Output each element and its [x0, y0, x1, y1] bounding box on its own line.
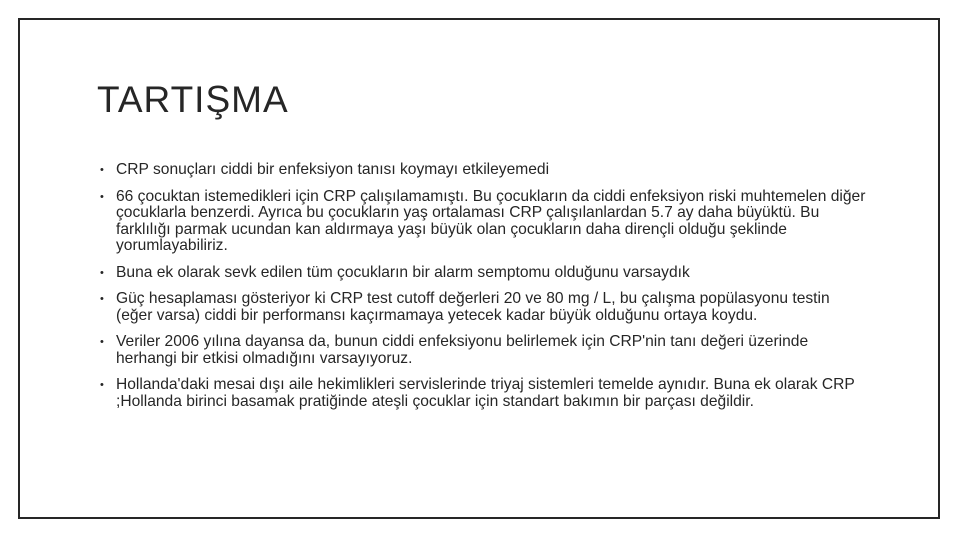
bullet-text: CRP sonuçları ciddi bir enfeksiyon tanısı koymayı etkileyemedi: [116, 161, 550, 178]
bullet-item: [100, 189, 870, 255]
slide-title: TARTIŞMA: [97, 79, 289, 120]
bullet-point-icon: •: [100, 164, 104, 176]
bullet-list: [100, 162, 870, 420]
bullet-item: [100, 265, 870, 282]
bullet-text: 66 çocuktan istemedikleri için CRP çalışılamamıştı. Bu çocukların da ciddi enfeksiyon riski muhtemelen diğer çocuklarla benzerdi. Ayrıca bu çocukların yaş ortalaması CRP çalışılanlardan 5.7 ay daha büyüktü. Bu farklılığı parmak ucundan kan aldırmaya yaşı büyük olan çocukların daha dirençli olduğu şeklinde yorumlayabiliriz.: [116, 187, 866, 254]
bullet-text: Veriler 2006 yılına dayansa da, bunun ciddi enfeksiyonu belirlemek için CRP'nin tanı değeri üzerinde herhangi bir etkisi olmadığını varsayıyoruz.: [116, 333, 809, 367]
bullet-text: Buna ek olarak sevk edilen tüm çocukların bir alarm semptomu olduğunu varsaydık: [116, 263, 690, 281]
bullet-point-icon: •: [100, 190, 104, 203]
bullet-point-icon: •: [100, 336, 104, 348]
bullet-item: [100, 377, 870, 410]
bullet-text: Hollanda'daki mesai dışı aile hekimlikleri servislerinde triyaj sistemleri temelde aynıdır. Buna ek olarak CRP ;Hollanda birinci basamak pratiğinde ateşli çocuklar için standart bakımın bir parçası değildir.: [116, 376, 855, 410]
bullet-text: Güç hesaplaması gösteriyor ki CRP test cutoff değerleri 20 ve 80 mg / L, bu çalışma popülasyonu testin (eğer varsa) ciddi bir performansı kaçırmamaya yetecek kadar büyük olduğunu ortaya koydu.: [116, 290, 830, 324]
bullet-point-icon: •: [100, 293, 104, 305]
bullet-item: [100, 334, 870, 367]
bullet-point-icon: •: [100, 266, 104, 279]
bullet-item: [100, 291, 870, 324]
bullet-item: [100, 162, 870, 179]
bullet-point-icon: •: [100, 379, 104, 391]
